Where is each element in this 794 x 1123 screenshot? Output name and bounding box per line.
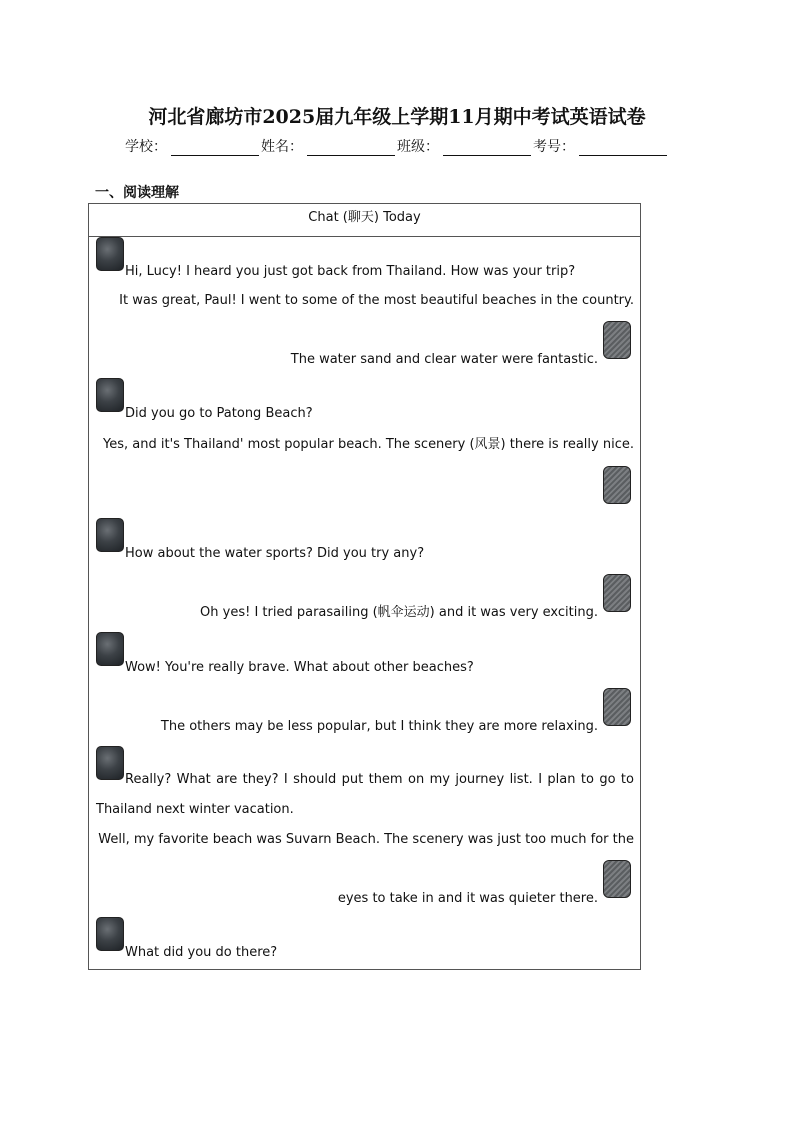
school-label: 学校：	[125, 139, 167, 155]
name-label: 姓名：	[261, 139, 303, 155]
number-field	[533, 136, 669, 156]
school-field	[125, 136, 261, 156]
lucy-avatar-icon	[603, 574, 631, 612]
chat-message-right: The water sand and clear water were fantastic.	[290, 352, 598, 367]
number-label: 考号：	[533, 139, 575, 155]
chat-message-right: Oh yes! I tried parasailing (帆伞运动) and it was very exciting.	[200, 605, 598, 620]
lucy-avatar-icon	[603, 321, 631, 359]
lucy-avatar-icon	[603, 860, 631, 898]
chat-message-left: Did you go to Patong Beach?	[125, 406, 313, 421]
lucy-avatar-icon	[603, 466, 631, 504]
section-title: 一、阅读理解	[95, 185, 179, 201]
paul-avatar-icon	[96, 917, 124, 951]
class-blank[interactable]	[443, 140, 531, 156]
school-blank[interactable]	[171, 140, 259, 156]
chat-message-right: It was great, Paul! I went to some of the most beautiful beaches in the country.	[119, 293, 634, 308]
class-field	[397, 136, 533, 156]
name-field	[261, 136, 397, 156]
student-info-row	[125, 136, 669, 156]
chat-message-left: What did you do there?	[125, 945, 278, 960]
chat-message-left: Wow! You're really brave. What about other beaches?	[125, 660, 474, 675]
chat-message-right: The others may be less popular, but I think they are more relaxing.	[160, 719, 598, 734]
page-title: 河北省廊坊市2025届九年级上学期11月期中考试英语试卷	[148, 106, 646, 128]
class-label: 班级：	[397, 139, 439, 155]
chat-message-left: Hi, Lucy! I heard you just got back from Thailand. How was your trip?	[125, 264, 576, 279]
paul-avatar-icon	[96, 237, 124, 271]
chat-message-left: How about the water sports? Did you try any?	[125, 546, 425, 561]
chat-box	[88, 203, 641, 970]
paul-avatar-icon	[96, 378, 124, 412]
name-blank[interactable]	[307, 140, 395, 156]
chat-message-right: eyes to take in and it was quieter there.	[337, 891, 598, 906]
chat-message-left: Really? What are they? I should put them on my journey list. I plan to go to Thailand next winter vacation.	[96, 772, 634, 817]
lucy-avatar-icon	[603, 688, 631, 726]
paul-avatar-icon	[96, 632, 124, 666]
paul-avatar-icon	[96, 518, 124, 552]
chat-message-right: Yes, and it's Thailand' most popular beach. The scenery (风景) there is really nice.	[103, 437, 634, 452]
chat-message-right: Well, my favorite beach was Suvarn Beach. The scenery was just too much for the	[98, 832, 634, 847]
chat-header: Chat (聊天) Today	[89, 204, 640, 237]
number-blank[interactable]	[579, 140, 667, 156]
